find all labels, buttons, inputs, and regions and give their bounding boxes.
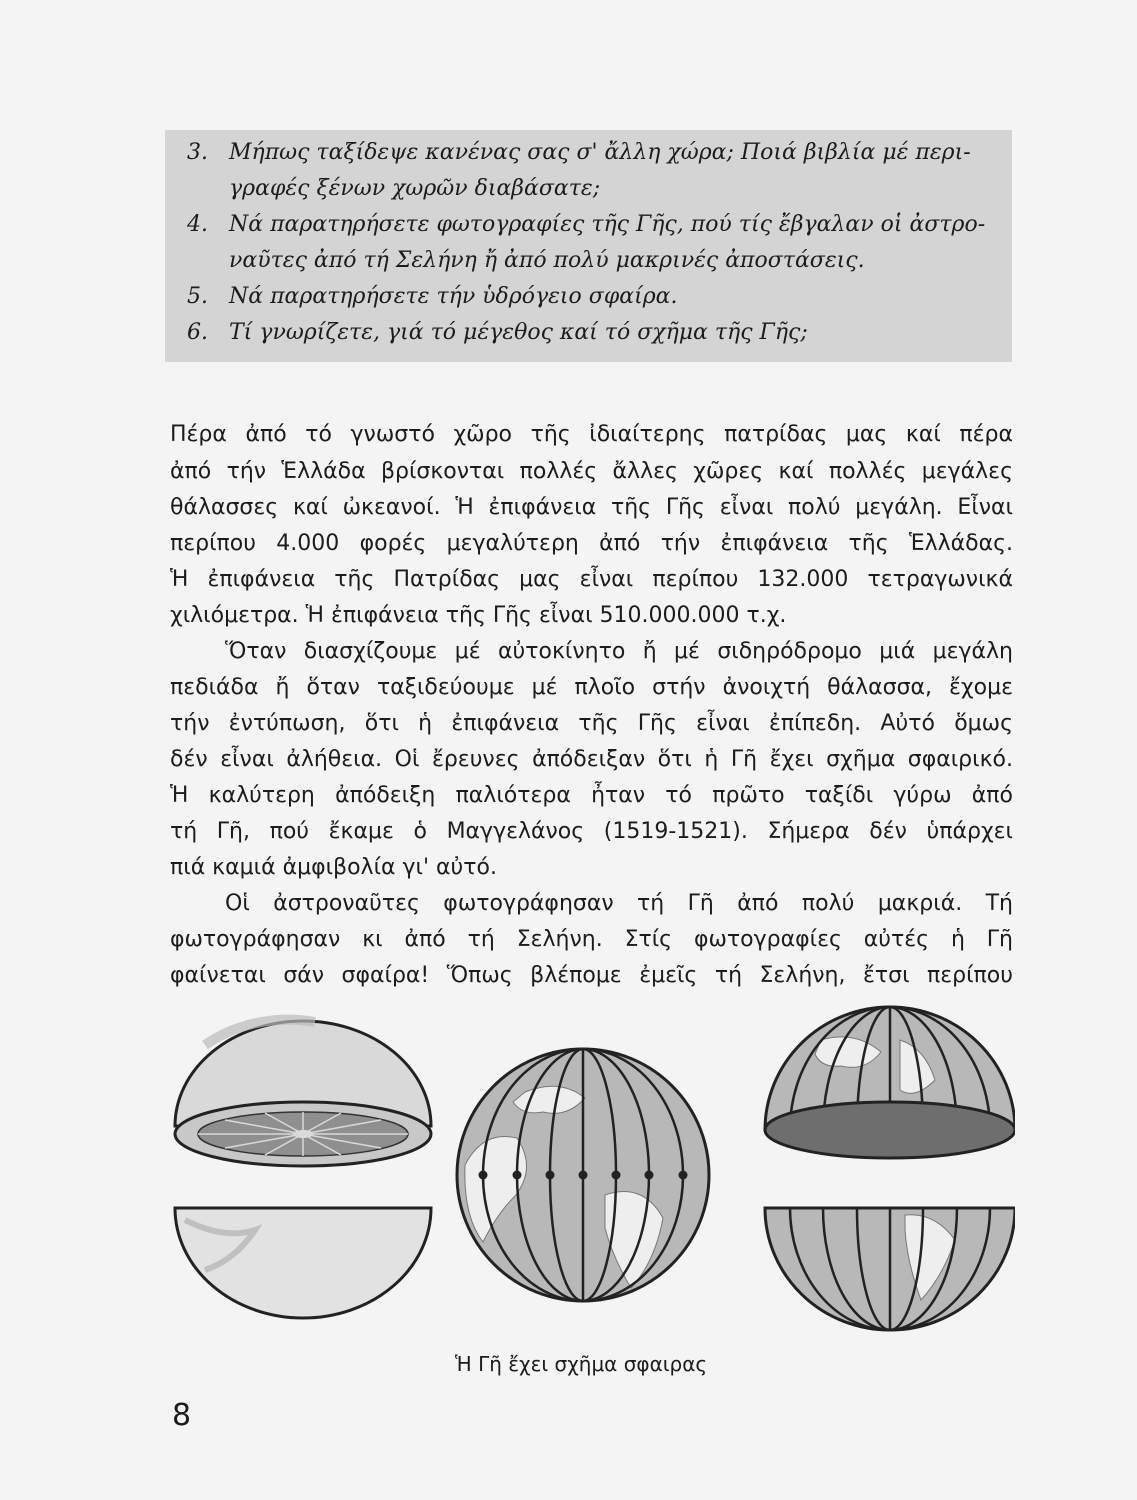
text-line: δέν εἶναι ἀλήθεια. Οἱ ἔρευνες ἀπόδειξαν ὅτι ἡ Γῆ ἔχει σχῆμα σφαιρικό. xyxy=(170,747,1013,772)
question-text: Τί γνωρίζετε, γιά τό μέγεθος καί τό σχῆμα τῆς Γῆς; xyxy=(229,320,808,345)
question-text: Νά παρατηρήσετε φωτογραφίες τῆς Γῆς, πού τίς ἔβγαλαν οἱ ἀστρο- xyxy=(229,212,986,237)
text-line: φωτογράφησαν κι ἀπό τή Σελήνη. Στίς φωτογραφίες αὐτές ἡ Γῆ xyxy=(170,927,1013,952)
globe-illustration xyxy=(165,1000,1015,1345)
text-line: Ὅταν διασχίζουμε μέ αὐτοκίνητο ἤ μέ σιδηρόδρομο μιά μεγάλη xyxy=(225,639,1013,664)
text-line: φαίνεται σάν σφαίρα! Ὅπως βλέπομε ἐμεῖς τή Σελήνη, ἔτσι περίπου xyxy=(170,963,1013,988)
text-line: Ἡ ἐπιφάνεια τῆς Πατρίδας μας εἶναι περίπου 132.000 τετραγωνικά xyxy=(170,567,1013,592)
cut-sphere-bottom xyxy=(175,1208,431,1318)
cut-sphere-top xyxy=(175,1020,431,1166)
text-line: πιά καμιά ἀμφιβολία γι' αὐτό. xyxy=(170,855,497,880)
text-line: χιλιόμετρα. Ἡ ἐπιφάνεια τῆς Γῆς εἶναι 510.000.000 τ.χ. xyxy=(170,603,787,628)
question-number: 6. xyxy=(187,320,208,345)
question-number: 4. xyxy=(187,212,208,237)
text-line: τήν ἐντύπωση, ὅτι ἡ ἐπιφάνεια τῆς Γῆς εἶναι ἐπίπεδη. Αὐτό ὅμως xyxy=(170,711,1013,736)
text-line: ἀπό τήν Ἑλλάδα βρίσκονται πολλές ἄλλες χῶρες καί πολλές μεγάλες xyxy=(170,459,1013,484)
question-text: Νά παρατηρήσετε τήν ὑδρόγειο σφαίρα. xyxy=(229,284,678,309)
text-line: πεδιάδα ἤ ὅταν ταξιδεύουμε μέ πλοῖο στήν ἀνοιχτή θάλασσα, ἔχομε xyxy=(170,675,1013,700)
globe-meridians xyxy=(457,1049,709,1301)
text-line: Ἡ καλύτερη ἀπόδειξη παλιότερα ἦταν τό πρῶτο ταξίδι γύρω ἀπό xyxy=(170,783,1013,808)
question-text: γραφές ξένων χωρῶν διαβάσατε; xyxy=(229,176,601,201)
text-line: Οἱ ἀστροναῦτες φωτογράφησαν τή Γῆ ἀπό πολύ μακριά. Τή xyxy=(225,891,1013,916)
text-line: τή Γῆ, πού ἔκαμε ὁ Μαγγελάνος (1519-1521). Σήμερα δέν ὑπάρχει xyxy=(170,819,1013,844)
questions-box xyxy=(165,130,1012,362)
question-text: ναῦτες ἀπό τή Σελήνη ἤ ἀπό πολύ μακρινές ἀποστάσεις. xyxy=(229,248,865,273)
text-line: περίπου 4.000 φορές μεγαλύτερη ἀπό τήν ἐπιφάνεια τῆς Ἑλλάδας. xyxy=(170,531,1013,556)
meridian-hemisphere-top xyxy=(765,1007,1015,1158)
question-number: 3. xyxy=(187,140,208,165)
text-line: Πέρα ἀπό τό γνωστό χῶρο τῆς ἰδιαίτερης πατρίδας μας καί πέρα xyxy=(170,422,1013,447)
figure-caption: Ἡ Γῆ ἔχει σχῆμα σφαιρας xyxy=(455,1352,708,1376)
page-number: 8 xyxy=(172,1398,192,1433)
question-text: Μήπως ταξίδεψε κανένας σας σ' ἄλλη χώρα; Ποιά βιβλία μέ περι- xyxy=(229,140,971,165)
text-line: θάλασσες καί ὠκεανοί. Ἡ ἐπιφάνεια τῆς Γῆς εἶναι πολύ μεγάλη. Εἶναι xyxy=(170,495,1013,520)
meridian-hemisphere-bottom xyxy=(765,1208,1015,1330)
question-number: 5. xyxy=(187,284,208,309)
